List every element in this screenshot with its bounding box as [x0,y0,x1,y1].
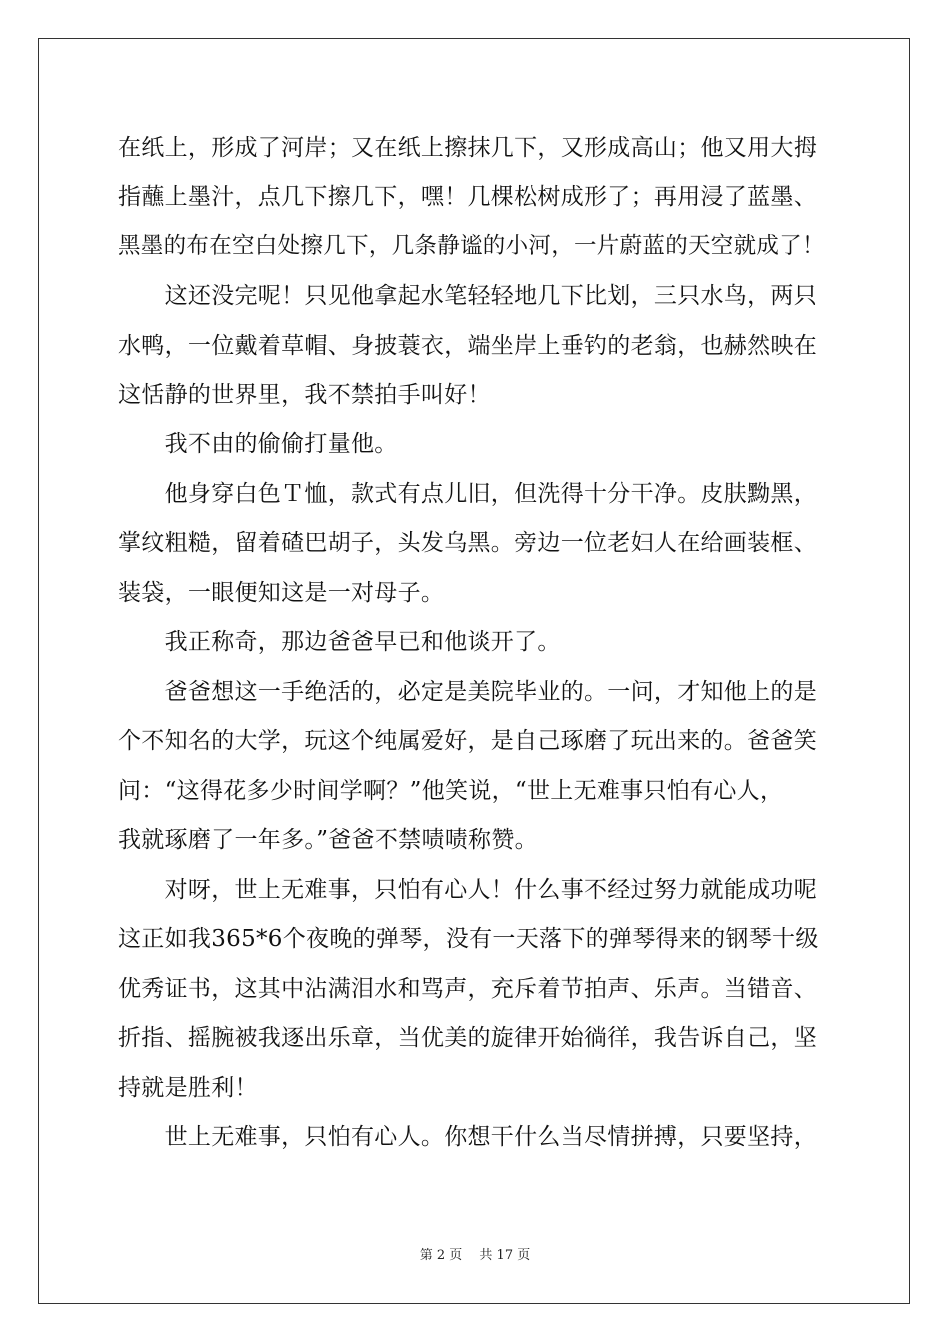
text-line: 对呀，世上无难事，只怕有心人！什么事不经过努力就能成功呢 [118,877,817,903]
text-line: 优秀证书，这其中沾满泪水和骂声，充斥着节拍声、乐声。当错音、 [118,976,817,1002]
text-line: 他身穿白色Ｔ恤，款式有点儿旧，但洗得十分干净。皮肤黝黑， [118,481,817,507]
page-number-footer: 第 2 页 共 17 页 [419,1248,531,1263]
text-line: 水鸭，一位戴着草帽、身披蓑衣，端坐岸上垂钓的老翁，也赫然映在 [118,333,817,359]
text-line: 爸爸想这一手绝活的，必定是美院毕业的。一问，才知他上的是 [118,679,817,705]
text-line: 在纸上，形成了河岸；又在纸上擦抹几下，又形成高山；他又用大拇 [118,135,817,161]
text-line: 折指、摇腕被我逐出乐章，当优美的旋律开始徜徉，我告诉自己，坚 [118,1025,817,1051]
text-line: 这正如我365*6个夜晚的弹琴，没有一天落下的弹琴得来的钢琴十级 [118,926,819,952]
text-line: 个不知名的大学，玩这个纯属爱好，是自己琢磨了玩出来的。爸爸笑 [118,728,817,754]
text-line: 指蘸上墨汁，点几下擦几下，嘿！几棵松树成形了；再用浸了蓝墨、 [118,184,817,210]
text-line: 我就琢磨了一年多。”爸爸不禁啧啧称赞。 [118,827,538,853]
text-line: 我不由的偷偷打量他。 [118,431,398,457]
text-line: 问：“这得花多少时间学啊？”他笑说，“世上无难事只怕有心人， [118,778,784,804]
text-line: 世上无难事，只怕有心人。你想干什么当尽情拼搏，只要坚持， [118,1124,817,1150]
text-line: 我正称奇，那边爸爸早已和他谈开了。 [118,629,561,655]
text-line: 装袋，一眼便知这是一对母子。 [118,580,445,606]
text-line: 掌纹粗糙，留着碴巴胡子，头发乌黑。旁边一位老妇人在给画装框、 [118,530,817,556]
text-line: 黑墨的布在空白处擦几下，几条静谧的小河，一片蔚蓝的天空就成了！ [118,233,825,259]
text-line: 持就是胜利！ [118,1075,258,1101]
text-line: 这恬静的世界里，我不禁拍手叫好！ [118,382,491,408]
text-line: 这还没完呢！只见他拿起水笔轻轻地几下比划，三只水鸟，两只 [118,283,817,309]
